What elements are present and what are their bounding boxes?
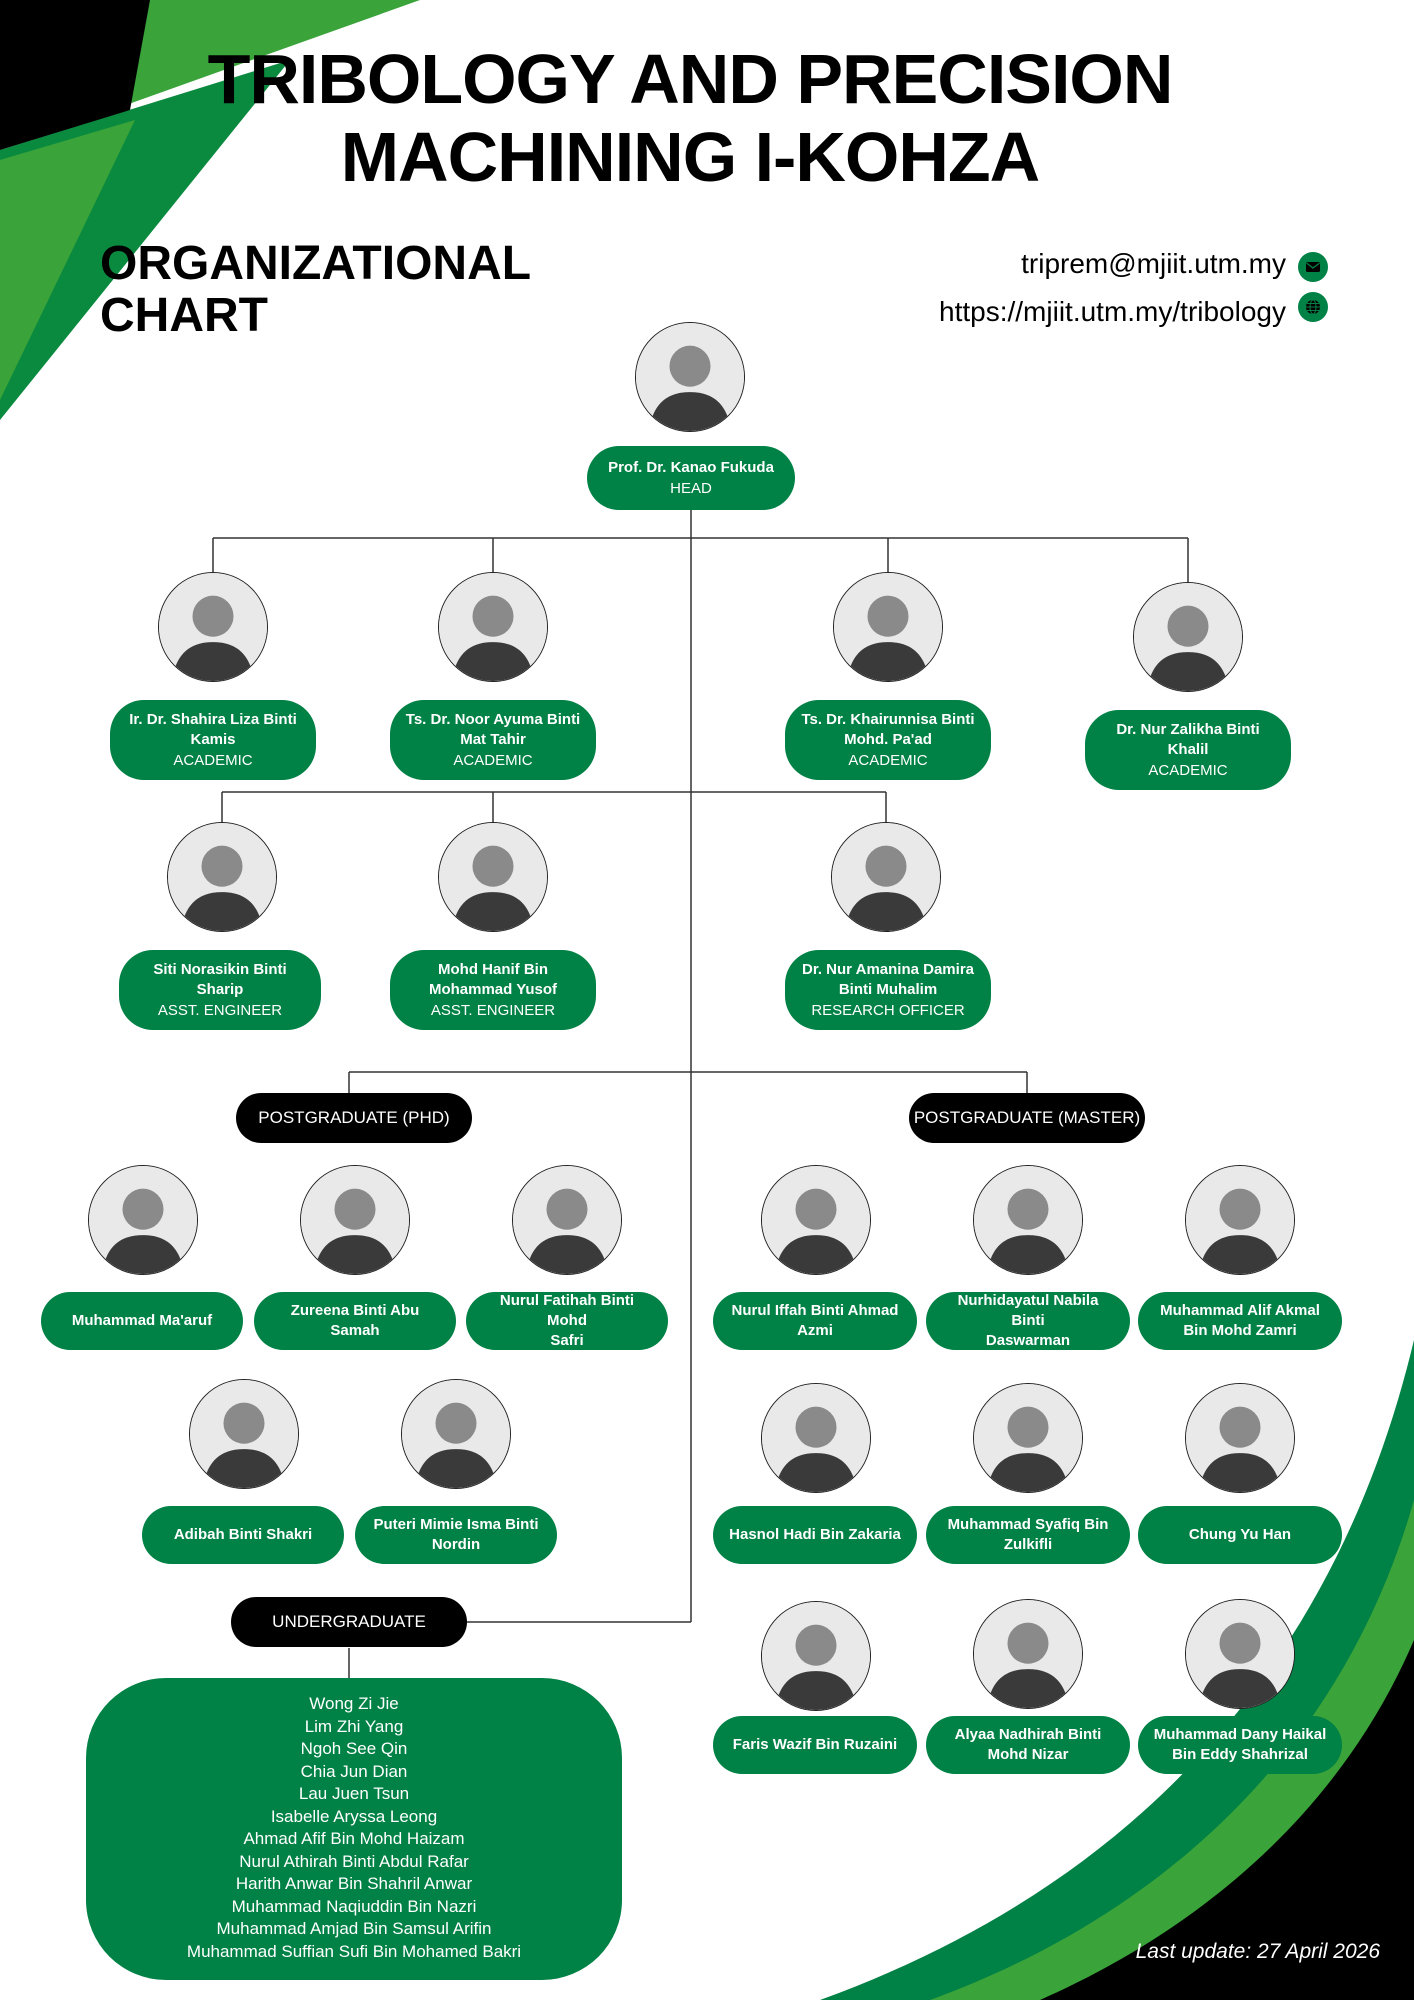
list-item: Harith Anwar Bin Shahril Anwar bbox=[235, 1874, 473, 1893]
staff-role: RESEARCH OFFICER bbox=[811, 1001, 965, 1019]
list-item: Wong Zi Jie bbox=[309, 1694, 399, 1713]
master-photo bbox=[973, 1599, 1083, 1709]
staff-photo bbox=[167, 822, 277, 932]
phd-name: Samah bbox=[330, 1322, 380, 1339]
contact-website[interactable]: https://mjiit.utm.my/tribology bbox=[939, 296, 1286, 327]
academic-card bbox=[390, 700, 596, 780]
master-name: Mohd Nizar bbox=[987, 1746, 1069, 1763]
master-card bbox=[713, 1292, 917, 1350]
academic-role: ACADEMIC bbox=[173, 751, 253, 769]
master-photo bbox=[1185, 1165, 1295, 1275]
undergraduate-section-label: UNDERGRADUATE bbox=[231, 1597, 467, 1647]
phd-photo bbox=[88, 1165, 198, 1275]
phd-name: Muhammad Ma'aruf bbox=[71, 1312, 213, 1329]
master-name: Muhammad Syafiq Bin bbox=[947, 1516, 1109, 1533]
staff-name: Dr. Nur Amanina Damira bbox=[802, 960, 974, 978]
globe-icon bbox=[1298, 292, 1328, 322]
staff-photo bbox=[831, 822, 941, 932]
subtitle-line-1: ORGANIZATIONAL bbox=[100, 237, 532, 290]
subtitle-line-2: CHART bbox=[100, 289, 268, 342]
list-item: Lau Juen Tsun bbox=[298, 1784, 410, 1803]
master-photo bbox=[761, 1601, 871, 1711]
list-item: Lim Zhi Yang bbox=[304, 1716, 404, 1736]
list-item: Muhammad Suffian Sufi Bin Mohamed Bakri bbox=[186, 1941, 522, 1961]
list-item: Muhammad Naqiuddin Bin Nazri bbox=[231, 1896, 477, 1916]
envelope-icon bbox=[1298, 252, 1328, 282]
chart-title bbox=[140, 40, 1240, 196]
phd-card bbox=[466, 1292, 668, 1350]
staff-name: Mohammad Yusof bbox=[428, 980, 558, 998]
master-photo bbox=[973, 1165, 1083, 1275]
master-card bbox=[926, 1716, 1130, 1774]
phd-name: Nurul Fatihah Binti Mohd bbox=[499, 1292, 635, 1329]
phd-card bbox=[41, 1292, 243, 1350]
staff-photo bbox=[438, 822, 548, 932]
phd-photo bbox=[512, 1165, 622, 1275]
phd-card bbox=[355, 1506, 557, 1564]
phd-card bbox=[254, 1292, 456, 1350]
master-name: Faris Wazif Bin Ruzaini bbox=[732, 1736, 898, 1753]
list-item: Isabelle Aryssa Leong bbox=[270, 1806, 438, 1826]
academic-role: ACADEMIC bbox=[453, 751, 533, 769]
master-name: Bin Eddy Shahrizal bbox=[1172, 1746, 1308, 1763]
head-name: Prof. Dr. Kanao Fukuda bbox=[608, 458, 774, 476]
academic-card bbox=[110, 700, 316, 780]
academic-name: Ts. Dr. Khairunnisa Binti bbox=[801, 710, 975, 728]
academic-name: Mat Tahir bbox=[460, 730, 526, 748]
academic-photo bbox=[833, 572, 943, 682]
master-card bbox=[926, 1506, 1130, 1564]
academic-role: ACADEMIC bbox=[848, 751, 928, 769]
staff-name: Sharip bbox=[196, 980, 244, 998]
academic-name: Dr. Nur Zalikha Binti bbox=[1116, 720, 1260, 738]
chart-subtitle bbox=[100, 238, 531, 342]
phd-photo bbox=[401, 1379, 511, 1489]
title-line-2: MACHINING I-KOHZA bbox=[340, 118, 1040, 196]
master-photo bbox=[761, 1383, 871, 1493]
master-card bbox=[1138, 1716, 1342, 1774]
head-role: HEAD bbox=[670, 479, 712, 497]
master-card bbox=[713, 1506, 917, 1564]
master-card bbox=[1138, 1292, 1342, 1350]
academic-name: Ir. Dr. Shahira Liza Binti bbox=[129, 710, 297, 728]
master-photo bbox=[1185, 1383, 1295, 1493]
master-photo bbox=[761, 1165, 871, 1275]
last-update: Last update: 27 April 2026 bbox=[1135, 1940, 1380, 1963]
academic-name: Khalil bbox=[1167, 740, 1209, 758]
master-name: Alyaa Nadhirah Binti bbox=[954, 1726, 1102, 1743]
phd-photo bbox=[300, 1165, 410, 1275]
phd-name: Puteri Mimie Isma Binti bbox=[373, 1516, 539, 1533]
list-item: Ngoh See Qin bbox=[300, 1739, 408, 1758]
master-name: Azmi bbox=[797, 1322, 833, 1339]
academic-photo bbox=[158, 572, 268, 682]
master-card bbox=[926, 1292, 1130, 1350]
head-card bbox=[587, 446, 795, 510]
master-card bbox=[713, 1716, 917, 1774]
phd-name: Safri bbox=[550, 1332, 584, 1349]
academic-name: Mohd. Pa'ad bbox=[844, 730, 932, 748]
list-item: Chia Jun Dian bbox=[300, 1761, 408, 1781]
academic-name: Ts. Dr. Noor Ayuma Binti bbox=[405, 710, 581, 728]
master-name: Hasnol Hadi Bin Zakaria bbox=[729, 1526, 901, 1543]
list-item: Ahmad Afif Bin Mohd Haizam bbox=[243, 1829, 465, 1848]
academic-photo bbox=[1133, 582, 1243, 692]
staff-role: ASST. ENGINEER bbox=[157, 1001, 283, 1019]
phd-card bbox=[142, 1506, 344, 1564]
phd-name: Adibah Binti Shakri bbox=[173, 1526, 313, 1543]
phd-name: Zureena Binti Abu bbox=[290, 1302, 420, 1319]
head-photo bbox=[635, 322, 745, 432]
academic-card bbox=[1085, 710, 1291, 790]
undergraduate-list bbox=[86, 1678, 622, 1980]
master-photo bbox=[973, 1383, 1083, 1493]
staff-name: Binti Muhalim bbox=[838, 980, 938, 998]
master-name: Nurul Iffah Binti Ahmad bbox=[731, 1302, 899, 1319]
contact-email[interactable]: triprem@mjiit.utm.my bbox=[1021, 248, 1286, 279]
master-section-label: POSTGRADUATE (MASTER) bbox=[909, 1093, 1145, 1143]
phd-name: Nordin bbox=[431, 1536, 481, 1553]
master-name: Nurhidayatul Nabila Binti bbox=[957, 1292, 1099, 1329]
academic-name: Kamis bbox=[190, 730, 236, 748]
master-name: Chung Yu Han bbox=[1188, 1526, 1292, 1543]
master-photo bbox=[1185, 1599, 1295, 1709]
list-item: Muhammad Amjad Bin Samsul Arifin bbox=[216, 1919, 492, 1938]
list-item: Nurul Athirah Binti Abdul Rafar bbox=[239, 1851, 469, 1871]
staff-card bbox=[785, 950, 991, 1030]
staff-name: Siti Norasikin Binti bbox=[153, 960, 287, 978]
staff-card bbox=[390, 950, 596, 1030]
master-name: Daswarman bbox=[985, 1332, 1071, 1349]
academic-card bbox=[785, 700, 991, 780]
staff-role: ASST. ENGINEER bbox=[430, 1001, 556, 1019]
staff-name: Mohd Hanif Bin bbox=[438, 960, 548, 978]
phd-photo bbox=[189, 1379, 299, 1489]
staff-card bbox=[119, 950, 321, 1030]
academic-photo bbox=[438, 572, 548, 682]
phd-section-label: POSTGRADUATE (PHD) bbox=[236, 1093, 472, 1143]
title-line-1: TRIBOLOGY AND PRECISION bbox=[207, 40, 1173, 118]
master-name: Zulkifli bbox=[1003, 1536, 1053, 1553]
master-card bbox=[1138, 1506, 1342, 1564]
master-name: Muhammad Alif Akmal bbox=[1160, 1302, 1320, 1319]
master-name: Bin Mohd Zamri bbox=[1183, 1322, 1297, 1339]
academic-role: ACADEMIC bbox=[1148, 761, 1228, 779]
master-name: Muhammad Dany Haikal bbox=[1153, 1726, 1327, 1743]
